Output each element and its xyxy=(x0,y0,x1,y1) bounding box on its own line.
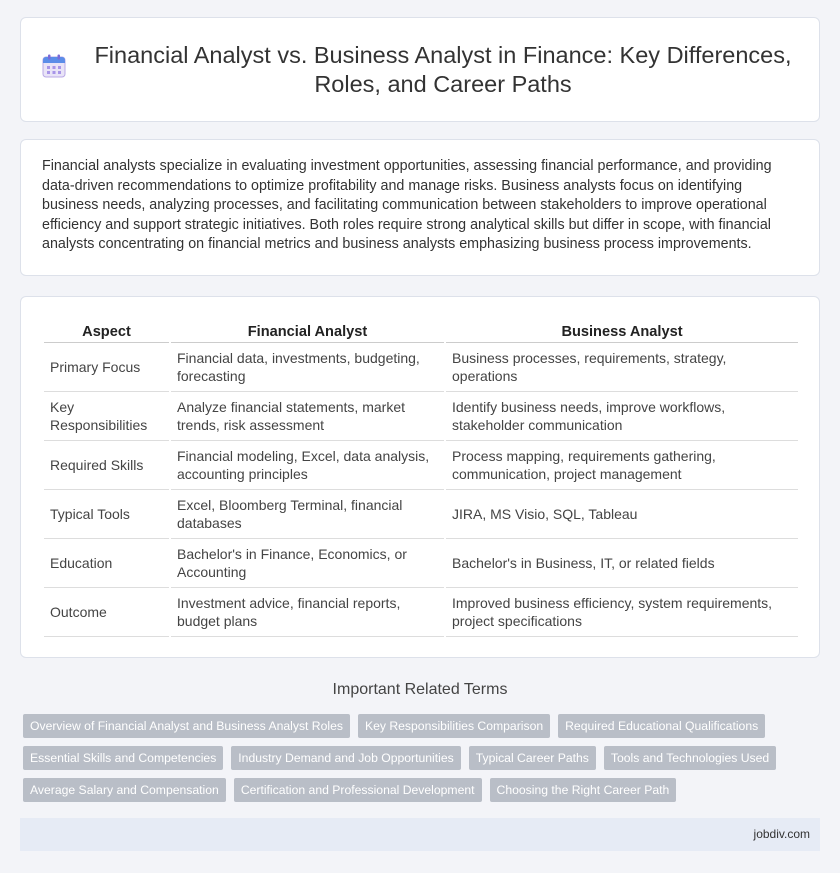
comparison-table xyxy=(42,317,800,637)
footer-site-link[interactable]: jobdiv.com xyxy=(753,827,810,841)
intro-section xyxy=(20,139,820,276)
cell-aspect: Primary Focus xyxy=(44,343,169,392)
related-term-tag[interactable]: Choosing the Right Career Path xyxy=(490,778,677,802)
table-row xyxy=(44,343,798,392)
cell-business: Business processes, requirements, strategy, operations xyxy=(446,343,798,392)
cell-financial: Bachelor's in Finance, Economics, or Accounting xyxy=(171,539,444,588)
page-title: Financial Analyst vs. Business Analyst in Finance: Key Differences, Roles, and Career Paths xyxy=(94,41,792,97)
table-row xyxy=(44,392,798,441)
cell-aspect: Required Skills xyxy=(44,441,169,490)
cell-business: Bachelor's in Business, IT, or related fields xyxy=(446,539,798,588)
related-term-tag[interactable]: Required Educational Qualifications xyxy=(558,714,765,738)
related-term-tag[interactable]: Typical Career Paths xyxy=(469,746,596,770)
cell-business: Process mapping, requirements gathering, communication, project management xyxy=(446,441,798,490)
cell-business: Identify business needs, improve workflows, stakeholder communication xyxy=(446,392,798,441)
related-terms-title: Important Related Terms xyxy=(332,681,508,698)
cell-financial: Investment advice, financial reports, budget plans xyxy=(171,588,444,637)
cell-business: JIRA, MS Visio, SQL, Tableau xyxy=(446,490,798,539)
related-term-tag[interactable]: Key Responsibilities Comparison xyxy=(358,714,550,738)
header-business-analyst: Business Analyst xyxy=(446,317,798,343)
intro-text: Financial analysts specialize in evaluating investment opportunities, assessing financial performance, and providing data-driven recommendations to optimize profitability and manage risks. Business analysts focus on identifying business needs, analyzing processes, and facilitating communication between stakeholders to improve operational efficiency and support strategic initiatives. Both roles require strong analytical skills but differ in scope, with financial analysts concentrating on financial metrics and business analysts emphasizing business process improvements. xyxy=(42,158,772,253)
cell-financial: Analyze financial statements, market trends, risk assessment xyxy=(171,392,444,441)
related-term-tag[interactable]: Tools and Technologies Used xyxy=(604,746,776,770)
related-term-tag[interactable]: Overview of Financial Analyst and Business Analyst Roles xyxy=(23,714,350,738)
related-term-tag[interactable]: Essential Skills and Competencies xyxy=(23,746,223,770)
related-term-tag[interactable]: Average Salary and Compensation xyxy=(23,778,226,802)
calendar-icon xyxy=(41,53,67,79)
cell-aspect: Outcome xyxy=(44,588,169,637)
cell-financial: Financial modeling, Excel, data analysis, accounting principles xyxy=(171,441,444,490)
table-row xyxy=(44,588,798,637)
related-term-tag[interactable]: Certification and Professional Development xyxy=(234,778,482,802)
comparison-table-card xyxy=(20,296,820,658)
footer xyxy=(20,818,820,851)
cell-business: Improved business efficiency, system requirements, project specifications xyxy=(446,588,798,637)
related-terms-list xyxy=(20,714,820,810)
cell-aspect: Key Responsibilities xyxy=(44,392,169,441)
cell-financial: Financial data, investments, budgeting, forecasting xyxy=(171,343,444,392)
header-financial-analyst: Financial Analyst xyxy=(171,317,444,343)
header-aspect: Aspect xyxy=(44,317,169,343)
cell-financial: Excel, Bloomberg Terminal, financial databases xyxy=(171,490,444,539)
table-row xyxy=(44,490,798,539)
table-header-row xyxy=(44,317,798,343)
table-row xyxy=(44,441,798,490)
related-term-tag[interactable]: Industry Demand and Job Opportunities xyxy=(231,746,460,770)
page-header xyxy=(20,17,820,122)
cell-aspect: Typical Tools xyxy=(44,490,169,539)
cell-aspect: Education xyxy=(44,539,169,588)
table-row xyxy=(44,539,798,588)
